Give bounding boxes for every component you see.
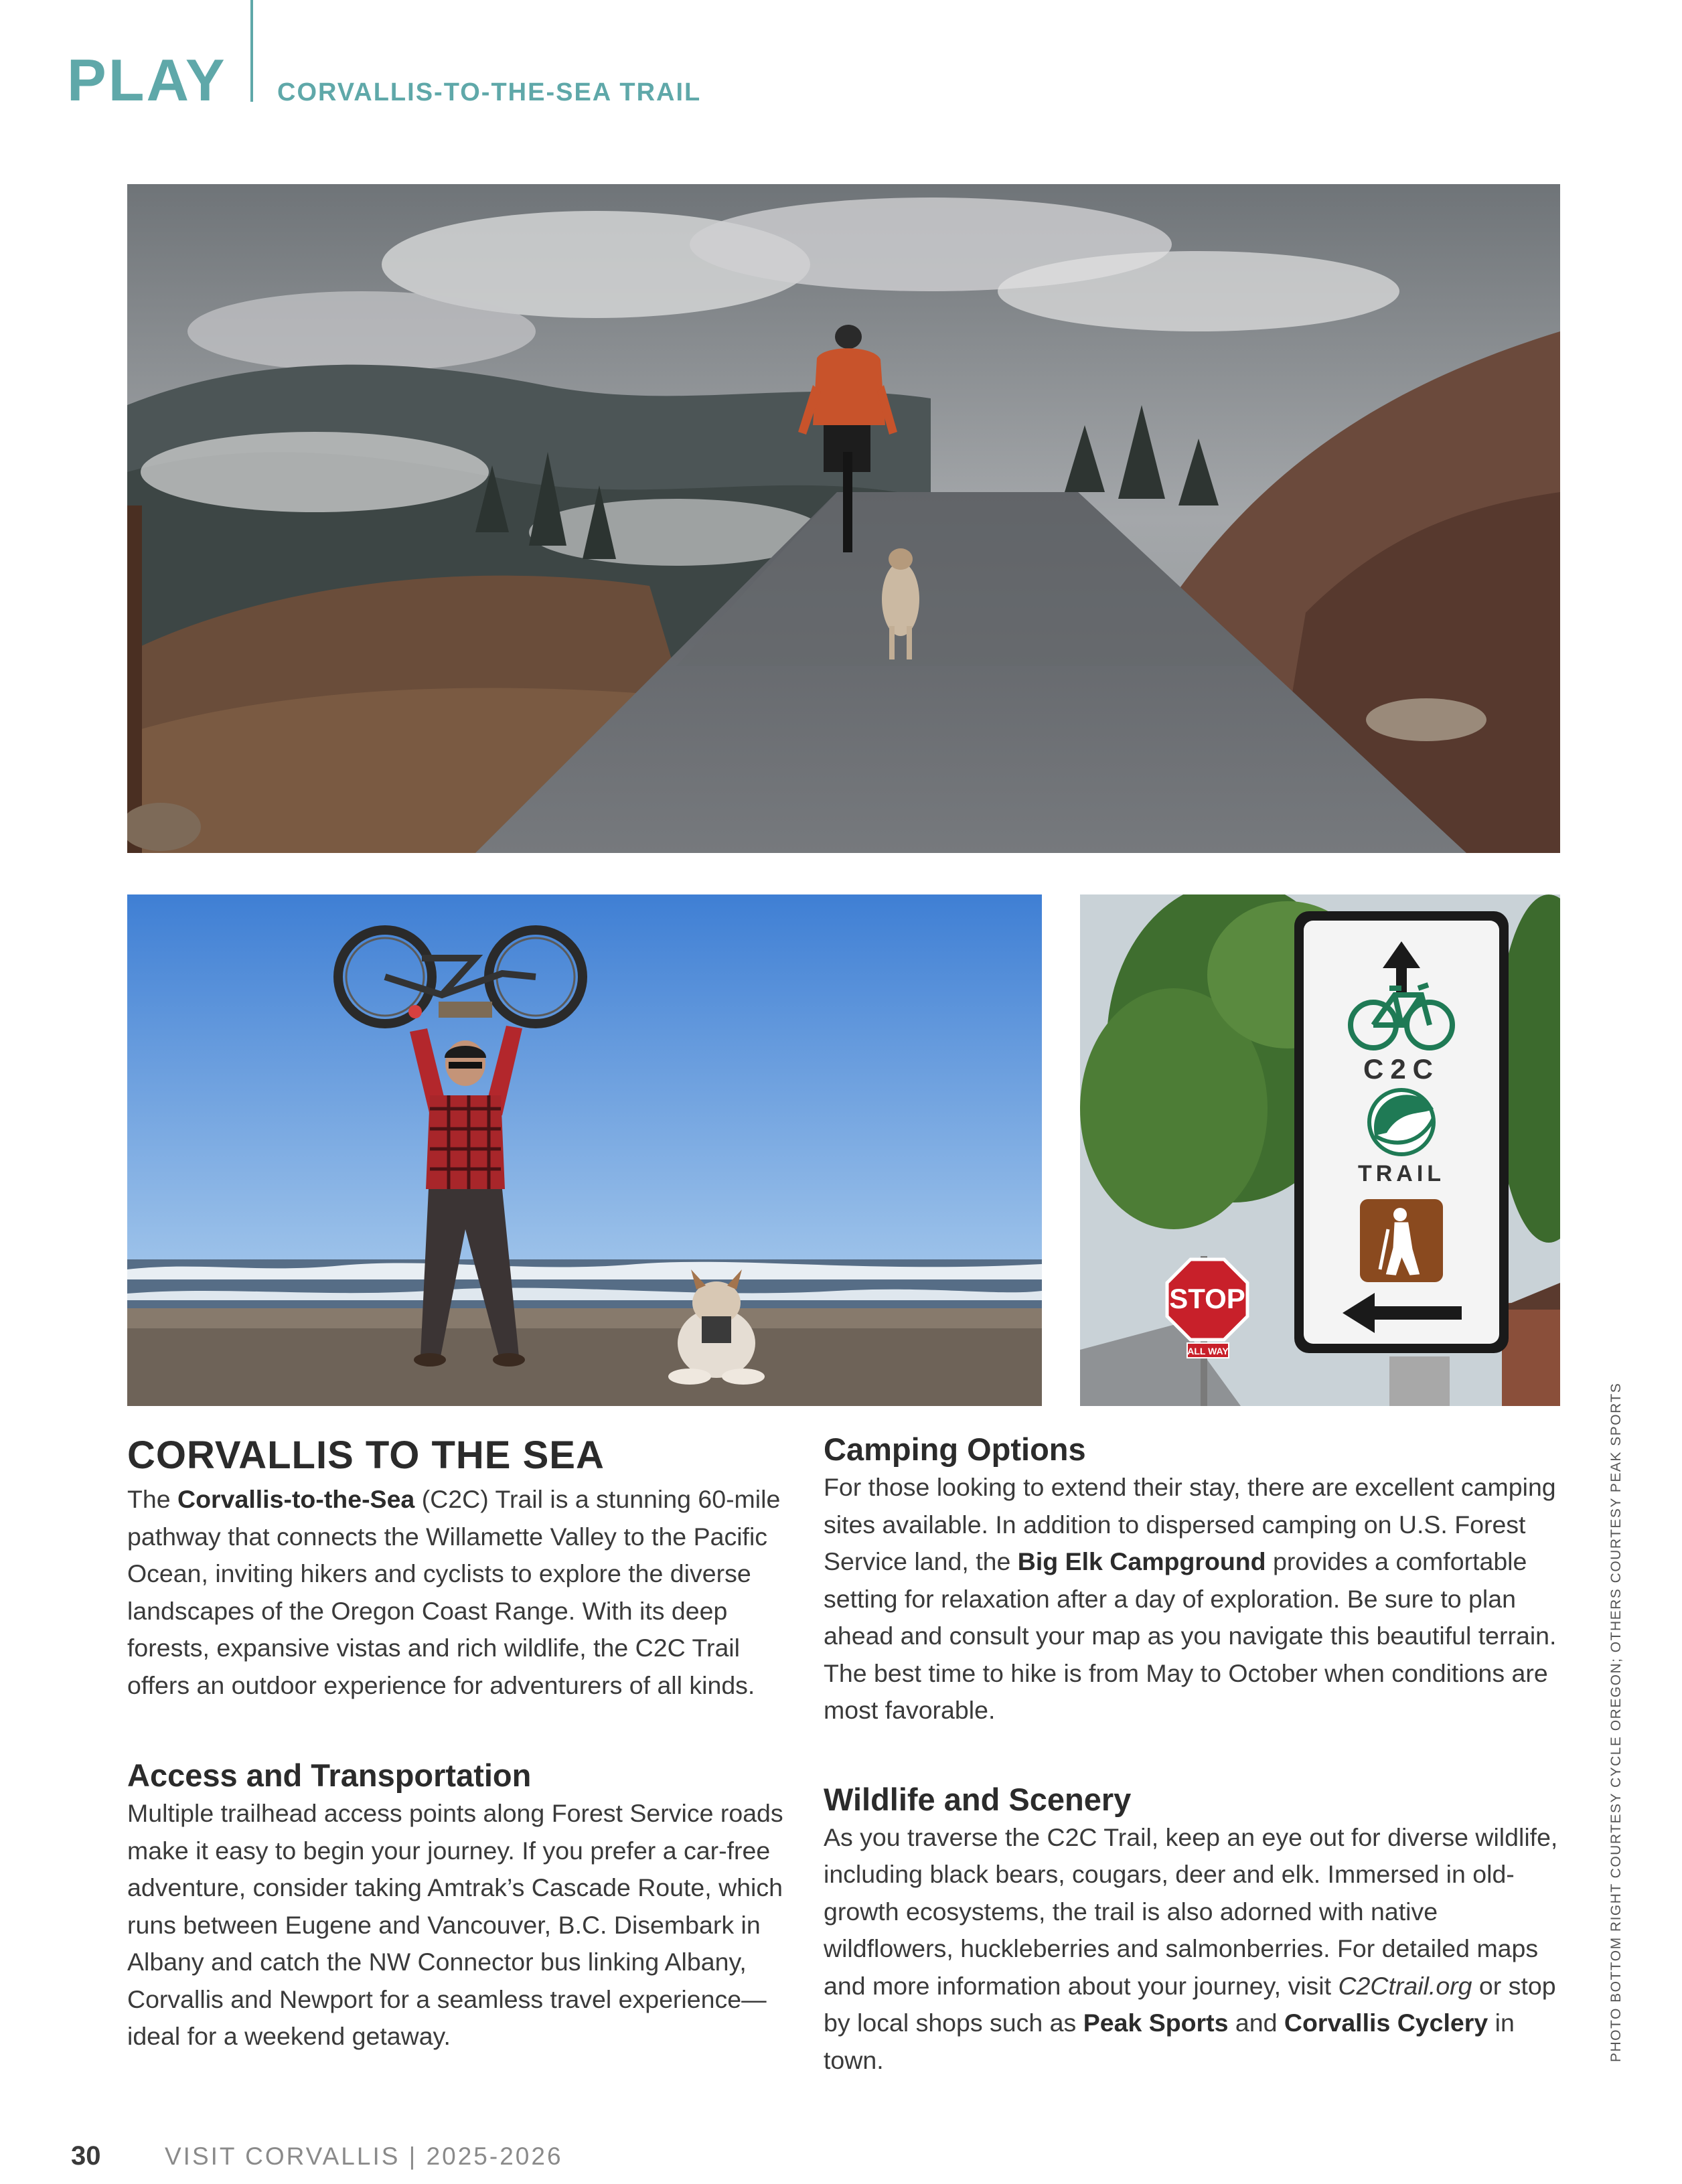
wildlife-paragraph: As you traverse the C2C Trail, keep an eye out for diverse wildlife, including black bears, cougars, deer and elk. Immersed in old-growth ecosystems, the trail is also adorned with native wildflowers, huckleberries and salmonberries. For detailed maps and more information about your journey, visit C2Ctrail.org or stop by local shops such as Peak Sports and Corvallis Cyclery in town. bbox=[824, 1822, 1558, 2074]
page-number: 30 bbox=[71, 2141, 101, 2171]
right-column bbox=[824, 1430, 1567, 2079]
sign-c2c-text: C2C bbox=[1363, 1053, 1440, 1085]
subsection-label: CORVALLIS-TO-THE-SEA TRAIL bbox=[277, 78, 702, 106]
publication-name: VISIT CORVALLIS | 2025-2026 bbox=[165, 2142, 563, 2170]
photo-credit: PHOTO BOTTOM RIGHT COURTESY CYCLE OREGON; OTHERS COURTESY PEAK SPORTS bbox=[1608, 1382, 1624, 2062]
camping-paragraph: For those looking to extend their stay, there are excellent camping sites available. In addition to dispersed camping on U.S. Forest Service land, the Big Elk Campground provides a comfortable setting for relaxation after a day of exploration. Be sure to plan ahead and consult your map as you navigate this beautiful terrain. The best time to hike is from May to October when conditions are most favorable. bbox=[824, 1473, 1557, 1724]
trail-cyclist-photo bbox=[127, 184, 1560, 853]
all-way-text: ALL WAY bbox=[1187, 1346, 1229, 1356]
stop-sign-text: STOP bbox=[1169, 1283, 1245, 1314]
camping-heading: Camping Options bbox=[824, 1431, 1086, 1467]
access-paragraph: Multiple trailhead access points along Forest Service roads make it easy to begin your journey. If you prefer a car-free adventure, consider taking Amtrak’s Cascade Route, which runs between Eugene and Vancouver, B.C. Disembark in Albany and catch the NW Connector bus linking Albany, Corvallis and Newport for a seamless travel experience—ideal for a weekend getaway. bbox=[127, 1799, 783, 2050]
beach-cyclist-photo bbox=[127, 894, 1042, 1406]
access-heading: Access and Transportation bbox=[127, 1758, 532, 1793]
wildlife-heading: Wildlife and Scenery bbox=[824, 1781, 1132, 1817]
sign-trail-text: TRAIL bbox=[1357, 1161, 1446, 1186]
header-divider bbox=[250, 0, 253, 102]
trail-sign-photo bbox=[1080, 894, 1560, 1406]
left-column bbox=[127, 1430, 797, 2055]
section-label: PLAY bbox=[67, 47, 227, 113]
intro-paragraph: The Corvallis-to-the-Sea (C2C) Trail is a stunning 60-mile pathway that connects the Willamette Valley to the Pacific Ocean, inviting hikers and cyclists to explore the diverse landscapes of the Oregon Coast Range. With its deep forests, expansive vistas and rich wildlife, the C2C Trail offers an outdoor experience for adventurers of all kinds. bbox=[127, 1485, 781, 1699]
website-link[interactable]: C2Ctrail.org bbox=[1338, 1971, 1472, 2000]
article-title: CORVALLIS TO THE SEA bbox=[127, 1433, 605, 1477]
